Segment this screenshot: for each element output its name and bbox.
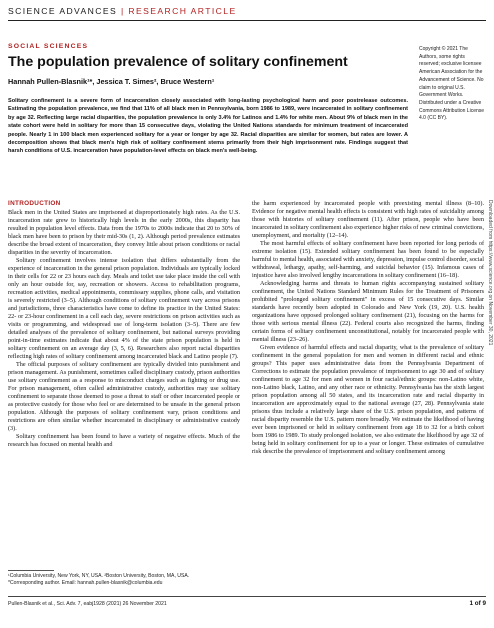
paragraph: Solitary confinement involves intense isolation that differs substantially from the experience of incarceration in the general prison population. Individuals are typically locked in their cells for 22 or 23 hours each day. Meals and toilet use take place inside the cell with only an hour outside for, say, recreation or showers. Access to rehabilitation programs, recreation activities, medical appointments, commissary supplies, phone calls, and visitation is severely restricted (3–5). Although conditions of solitary confinement vary across prisons and jurisdictions, three characteristics have come to define its practice in the United States: 22- or 23-hour confinement in a cell each day, severe restrictions on prison activities such as visits or programming, and widespread use of long-term isolation (3–5). There are few detailed analyses of the prevalence of solitary confinement, but national surveys providing point-in-time estimates indicate that about 4% of the state prison population is held in solitary confinement on an average day (3, 5, 6). Researchers also report racial disparities reflecting high rates of solitary confinement among incarcerated black and Latino people (7). — [8, 257, 240, 360]
affiliations: ¹Columbia University, New York, NY, USA. ²Boston University, Boston, MA, USA. — [8, 573, 190, 579]
article-title: The population prevalence of solitary confinement — [8, 54, 348, 70]
header-rule — [8, 20, 486, 21]
citation-line: Pullen-Blasnik et al., Sci. Adv. 7, eabj1928 (2021) 26 November 2021 — [8, 601, 167, 607]
paragraph: Acknowledging harms and threats to human rights accompanying sustained solitary confinement, the United Nations Standard Minimum Rules for the Treatment of Prisoners prohibited "prolonged solitary confinement" in excess of 15 consecutive days. Similar standards have recently been adopted in Colorado and New York (19, 20). U.S. health organizations have opposed prolonged solitary confinement (21), focusing on the harms for those with serious mental illness (22). Federal courts also recognized the harms, finding certain forms of solitary confinement unconstitutional, notably for incarcerated people with mental illness (23–26). — [252, 280, 484, 343]
body-column-right — [252, 200, 484, 456]
footnotes — [8, 573, 240, 587]
header-separator: | — [120, 6, 125, 16]
paragraph: the harm experienced by incarcerated people with preexisting mental illness (8–10). Evidence for negative mental health effects is consistent with high rates of suicidality among those with histories of solitary confinement (11). After prison, people who have been incarcerated in solitary confinement also experience higher risks of new criminal convictions, unemployment, and mortality (12–14). — [252, 200, 484, 239]
paragraph: The most harmful effects of solitary confinement have been reported for long periods of extreme isolation (15). Extended solitary confinement has been found to be especially harmful to mental health, associated with anxiety, depression, impulse control disorder, social withdrawal, lethargy, apathy, self-harming, and suicidal behavior (15). Infamous cases of injustice have also involved lengthy incarcerations in solitary confinement (16–18). — [252, 240, 484, 279]
article-type: RESEARCH ARTICLE — [128, 6, 237, 16]
journal-header — [8, 6, 237, 16]
page-indicator: 1 of 9 — [469, 600, 486, 607]
body-column-left — [8, 200, 240, 449]
footnote-rule — [8, 570, 54, 571]
paragraph: Given evidence of harmful effects and racial disparity, what is the prevalence of solitary confinement in the general population for men and women in different racial and ethnic groups? This paper uses administrative data from the Pennsylvania Department of Corrections to estimate the population prevalence of imprisonment to age 30 and of solitary confinement to age 32 for men and women in four racial/ethnic groups: non-Latino white, non-Latino black, Latino, and any other race or ethnicity. Pennsylvania has the sixth largest prison population among all 50 states, and its incarceration rate and racial disparity in incarceration are approximately equal to the national average (27, 28). Pennsylvania state prisons thus include a relatively large share of the U.S. prison population, and patterns of racial disparity resemble the U.S. pattern more broadly. We estimate the likelihood of having ever been imprisoned or held in solitary confinement from age 18 to 32 for a birth cohort born 1986 to 1989. To study prolonged isolation, we also estimate the likelihood by age 32 of being held in solitary confinement for up to a year or longer. These estimates of cumulative risk describe the prevalence of imprisonment and solitary confinement among — [252, 344, 484, 455]
abstract: Solitary confinement is a severe form of incarceration closely associated with long-lasting psychological harm and poor postrelease outcomes. Estimating the population prevalence, we find that 11% of all black men in Pennsylvania, born 1986 to 1989, were incarcerated in solitary confinement by age 32. Reflecting large racial disparities, the population prevalence is only 3.4% for Latinos and 1.4% for white men. About 9% of black men in the state cohort were held in solitary for more than 15 consecutive days, violating the United Nations standards for minimum treatment of incarcerated people. Nearly 1 in 100 black men experienced solitary for a year or longer by age 32. Racial disparities are similar for women, but rates are lower. A decomposition shows that black men's high risk of solitary confinement stems primarily from their high imprisonment rate. Findings suggest that harsh conditions of U.S. incarceration have population-level effects on black men's well-being. — [8, 98, 408, 155]
section-label: SOCIAL SCIENCES — [8, 43, 89, 50]
paragraph: Black men in the United States are imprisoned at disproportionately high rates. As the U.S. incarceration rate grew to historically high levels in the early 2000s, this disparity has resulted in population level effects. Data from the 1970s to 2000s indicate that 20 to 30% of black men have been to prison by their mid-30s (1, 2). Although period prevalence estimates describe the broad extent of incarceration, they convey little about prison conditions or racial disparities in the severity of incarceration. — [8, 209, 240, 256]
copyright-sidebar: Copyright © 2021 The Authors, some rights reserved; exclusive licensee American Association for the Advancement of Science. No claim to original U.S. Government Works. Distributed under a Creative Commons Attribution License 4.0 (CC BY). — [419, 46, 485, 122]
paragraph: The official purposes of solitary confinement are typically divided into punishment and prison management. As punishment, sometimes called disciplinary custody, prison authorities use solitary confinement as a response to misconduct charges such as fighting or drug use. For prison management, often called administrative custody, authorities may use solitary confinement to separate those deemed to pose a threat to staff or other incarcerated people or as protective custody for those who feel or are determined to be unsafe in the general prison population. Although the purposes of solitary confinement vary, prison conditions and restrictions are often similar whether incarcerated in disciplinary or administrative custody (3). — [8, 361, 240, 432]
corresponding-author: *Corresponding author. Email: hannah.pullen-blasnik@columbia.edu — [8, 580, 163, 586]
paragraph: Solitary confinement has been found to have a variety of negative effects. Much of the research has focused on mental health and — [8, 433, 240, 448]
download-watermark — [488, 200, 494, 500]
footer-rule — [8, 596, 486, 597]
download-note: Downloaded from https://www.science.org on November 30, 2021 — [487, 200, 493, 346]
author-list: Hannah Pullen-Blasnik¹*, Jessica T. Simes², Bruce Western¹ — [8, 77, 215, 86]
section-heading: INTRODUCTION — [8, 200, 61, 207]
journal-name: SCIENCE ADVANCES — [8, 6, 118, 16]
